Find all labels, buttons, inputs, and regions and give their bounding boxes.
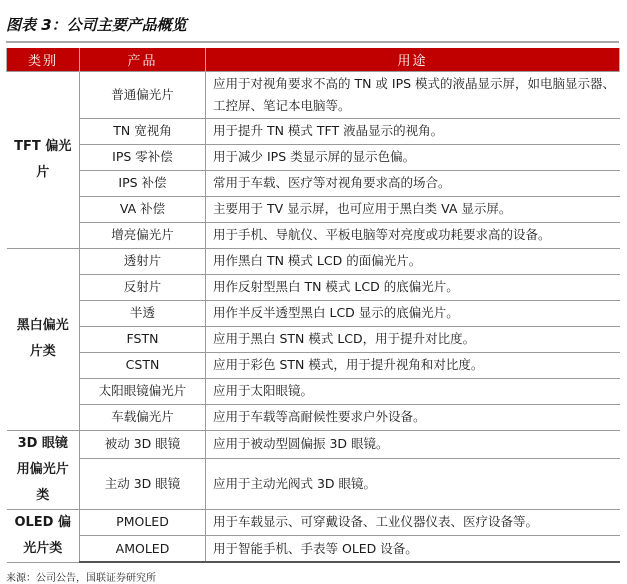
usage-cell: 主要用于 TV 显示屏，也可应用于黑白类 VA 显示屏。 (206, 196, 620, 222)
category-cell-3d-glasses: 3D 眼镜用偏光片类 (7, 430, 80, 509)
table-row (7, 222, 620, 248)
product-cell: IPS 零补偿 (80, 144, 206, 170)
usage-cell: 用于提升 TN 模式 TFT 液晶显示的视角。 (206, 118, 620, 144)
table-row (7, 196, 620, 222)
table-row (7, 300, 620, 326)
category-cell-tft: TFT 偏光片 (7, 71, 80, 248)
product-cell: 反射片 (80, 274, 206, 300)
usage-cell: 应用于黑白 STN 模式 LCD，用于提升对比度。 (206, 326, 620, 352)
product-cell: 透射片 (80, 248, 206, 274)
usage-cell: 应用于被动型圆偏振 3D 眼镜。 (206, 430, 620, 458)
table-row (7, 248, 620, 274)
usage-cell: 应用于彩色 STN 模式，用于提升视角和对比度。 (206, 352, 620, 378)
table-row (7, 378, 620, 404)
usage-cell: 用于智能手机、手表等 OLED 设备。 (206, 536, 620, 563)
table-header-row (7, 48, 620, 71)
product-cell: 被动 3D 眼镜 (80, 430, 206, 458)
table-row (7, 430, 620, 458)
product-overview-table (6, 48, 620, 563)
product-cell: AMOLED (80, 536, 206, 563)
product-cell: PMOLED (80, 509, 206, 536)
table-row (7, 71, 620, 118)
usage-cell: 应用于主动光阀式 3D 眼镜。 (206, 458, 620, 509)
table-row (7, 404, 620, 430)
table-row (7, 170, 620, 196)
table-row (7, 509, 620, 536)
table-row (7, 274, 620, 300)
category-cell-oled: OLED 偏光片类 (7, 509, 80, 562)
table-row (7, 536, 620, 563)
usage-cell: 用作反射型黑白 TN 模式 LCD 的底偏光片。 (206, 274, 620, 300)
usage-cell: 应用于车载等高耐候性要求户外设备。 (206, 404, 620, 430)
product-cell: TN 宽视角 (80, 118, 206, 144)
product-cell: IPS 补偿 (80, 170, 206, 196)
product-cell: 车载偏光片 (80, 404, 206, 430)
product-cell: 半透 (80, 300, 206, 326)
product-cell: 主动 3D 眼镜 (80, 458, 206, 509)
usage-cell: 用于减少 IPS 类显示屏的显示色偏。 (206, 144, 620, 170)
usage-cell: 应用于对视角要求不高的 TN 或 IPS 模式的液晶显示屏，如电脑显示器、工控屏、笔记本电脑等。 (206, 71, 620, 118)
usage-cell: 用于手机、导航仪、平板电脑等对亮度或功耗要求高的设备。 (206, 222, 620, 248)
header-category: 类别 (7, 48, 80, 71)
product-cell: 增亮偏光片 (80, 222, 206, 248)
product-cell: 普通偏光片 (80, 71, 206, 118)
figure-title: 图表 3：公司主要产品概览 (6, 16, 187, 34)
table-row (7, 352, 620, 378)
source-note: 来源：公司公告，国联证券研究所 (6, 573, 156, 584)
usage-cell: 常用于车载、医疗等对视角要求高的场合。 (206, 170, 620, 196)
table-row (7, 118, 620, 144)
title-divider (6, 41, 619, 43)
table-row (7, 458, 620, 509)
usage-cell: 用作黑白 TN 模式 LCD 的面偏光片。 (206, 248, 620, 274)
usage-cell: 用于车载显示、可穿戴设备、工业仪器仪表、医疗设备等。 (206, 509, 620, 536)
table-row (7, 326, 620, 352)
usage-cell: 应用于太阳眼镜。 (206, 378, 620, 404)
table-row (7, 144, 620, 170)
product-cell: VA 补偿 (80, 196, 206, 222)
product-cell: 太阳眼镜偏光片 (80, 378, 206, 404)
product-cell: CSTN (80, 352, 206, 378)
category-cell-monochrome: 黑白偏光片类 (7, 248, 80, 430)
product-cell: FSTN (80, 326, 206, 352)
header-product: 产品 (80, 48, 206, 71)
header-usage: 用途 (206, 48, 620, 71)
usage-cell: 用作半反半透型黑白 LCD 显示的底偏光片。 (206, 300, 620, 326)
